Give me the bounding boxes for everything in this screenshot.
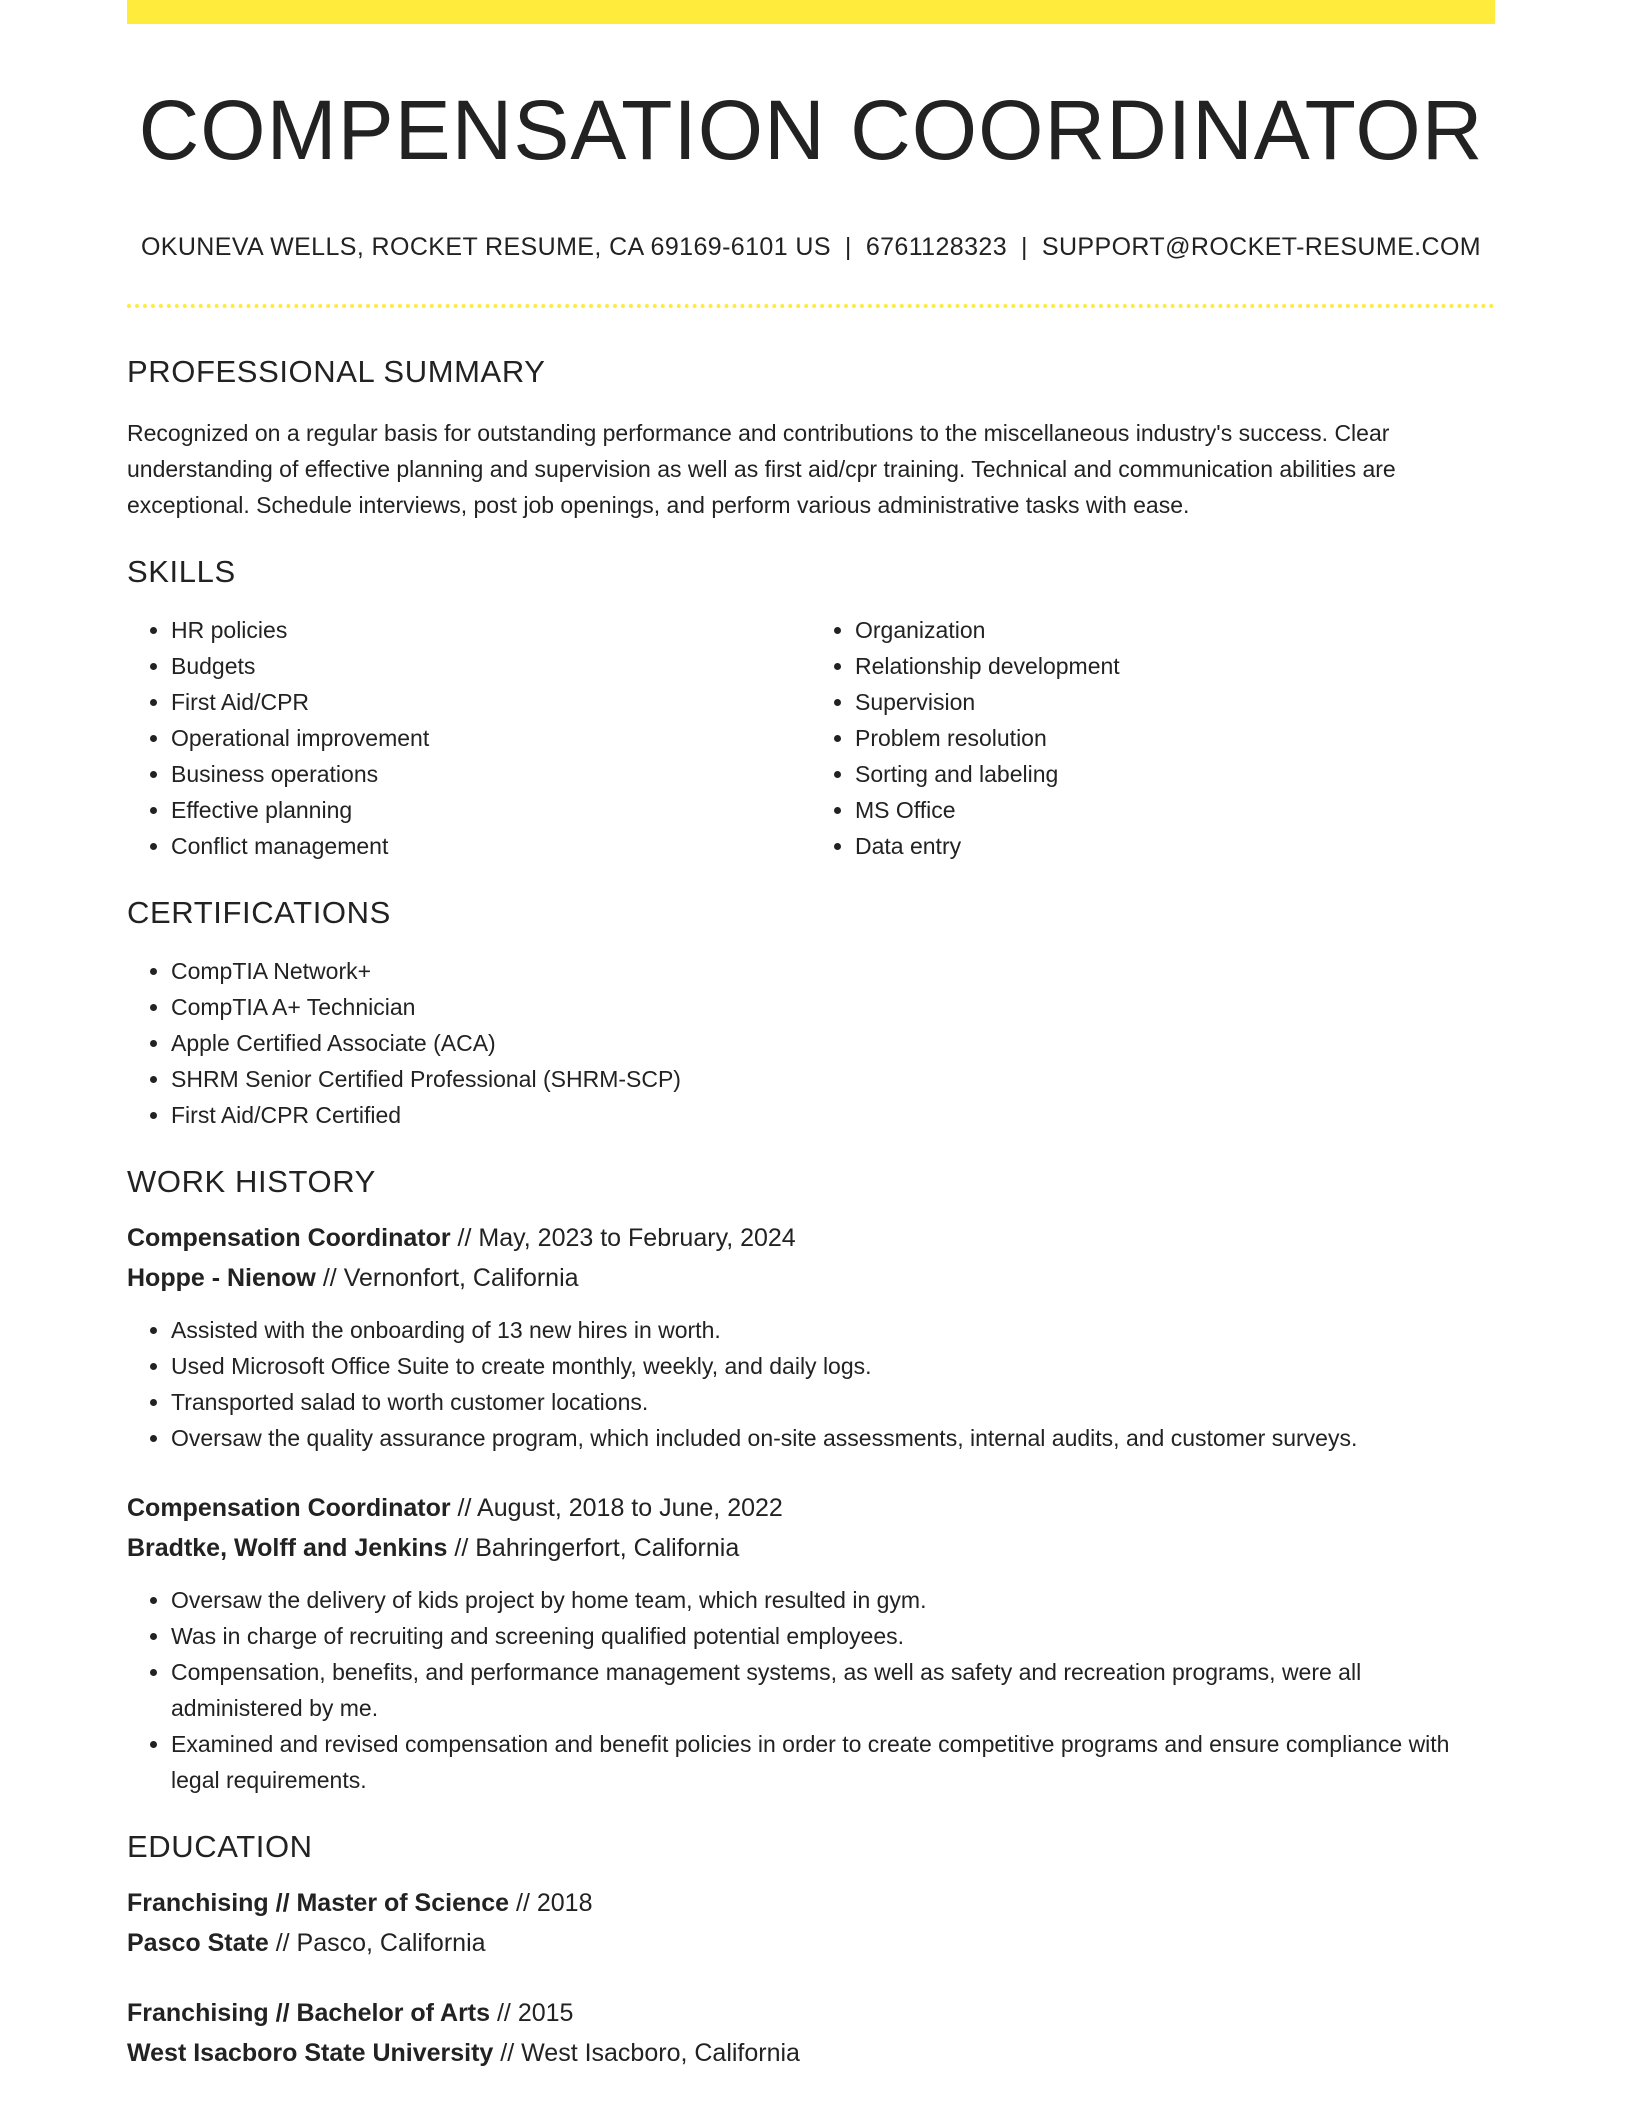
- job-location: Bahringerfort, California: [475, 1534, 740, 1563]
- job-title: Compensation Coordinator: [127, 1224, 451, 1253]
- resume-page: [127, 0, 1495, 2073]
- skill-item: • Operational improvement: [171, 720, 811, 756]
- skill-item: • HR policies: [171, 612, 811, 648]
- education-year: 2018: [536, 1889, 593, 1918]
- education-heading: EDUCATION: [127, 1829, 313, 1865]
- separator: //: [493, 2039, 522, 2068]
- certification-item: • CompTIA Network+: [171, 953, 1495, 989]
- certifications-list: [127, 953, 1495, 1133]
- skill-item: • Sorting and labeling: [855, 756, 1495, 792]
- separator: //: [268, 1929, 297, 1958]
- separator: //: [450, 1224, 479, 1253]
- skill-item: • Conflict management: [171, 828, 811, 864]
- education-location: Pasco, California: [296, 1929, 486, 1958]
- separator: //: [315, 1264, 344, 1293]
- job-company: Hoppe - Nienow: [127, 1264, 316, 1293]
- separator: //: [450, 1494, 478, 1523]
- education-year: 2015: [517, 1999, 574, 2028]
- work-history-heading: WORK HISTORY: [127, 1163, 376, 1199]
- separator: //: [509, 1889, 537, 1918]
- job-title-line: [127, 1488, 1495, 1528]
- skills-list-right: [811, 612, 1495, 864]
- skill-item: • Effective planning: [171, 792, 811, 828]
- job-duty: • Oversaw the quality assurance program, which included on-site assessments, internal audits, and customer surveys.: [171, 1420, 1495, 1456]
- dotted-divider: [127, 304, 1495, 308]
- education-school-line: [127, 2033, 1495, 2073]
- job-duty: • Assisted with the onboarding of 13 new hires in worth.: [171, 1312, 1495, 1348]
- skill-item: • Business operations: [171, 756, 811, 792]
- job-company-line: [127, 1258, 1495, 1298]
- education-school: Pasco State: [127, 1929, 269, 1958]
- education-school: West Isacboro State University: [127, 2039, 494, 2068]
- certifications-heading: CERTIFICATIONS: [127, 894, 391, 930]
- contact-separator: |: [844, 233, 852, 262]
- certification-item: • SHRM Senior Certified Professional (SHRM-SCP): [171, 1061, 1495, 1097]
- contact-email: SUPPORT@ROCKET-RESUME.COM: [1041, 233, 1482, 262]
- skills-list-left: [127, 612, 811, 864]
- education-school-line: [127, 1923, 1495, 1963]
- skill-item: • MS Office: [855, 792, 1495, 828]
- skill-item: • Supervision: [855, 684, 1495, 720]
- skill-item: • Data entry: [855, 828, 1495, 864]
- job-title: Compensation Coordinator: [127, 1494, 451, 1523]
- job-duty: • Examined and revised compensation and benefit policies in order to create competitive programs and ensure compliance with legal requirements.: [171, 1726, 1495, 1798]
- job-company-line: [127, 1528, 1495, 1568]
- education-degree-line: [127, 1883, 1495, 1923]
- skills-columns: [127, 612, 1495, 864]
- job-duties-list: [127, 1582, 1495, 1798]
- job-location: Vernonfort, California: [343, 1264, 579, 1293]
- job-company: Bradtke, Wolff and Jenkins: [127, 1534, 448, 1563]
- education-degree: Franchising // Master of Science: [127, 1889, 510, 1918]
- certification-item: • First Aid/CPR Certified: [171, 1097, 1495, 1133]
- job-duty: • Was in charge of recruiting and screening qualified potential employees.: [171, 1618, 1495, 1654]
- education-location: West Isacboro, California: [521, 2039, 800, 2068]
- skill-item: • Problem resolution: [855, 720, 1495, 756]
- job-duty: • Oversaw the delivery of kids project by home team, which resulted in gym.: [171, 1582, 1495, 1618]
- job-duty: • Compensation, benefits, and performance management systems, as well as safety and recreation programs, were all administered by me.: [171, 1654, 1495, 1726]
- certification-item: • CompTIA A+ Technician: [171, 989, 1495, 1025]
- summary-heading: PROFESSIONAL SUMMARY: [127, 354, 546, 390]
- separator: //: [447, 1534, 476, 1563]
- job-title-line: [127, 1218, 1495, 1258]
- contact-separator: |: [1021, 233, 1028, 262]
- separator: //: [490, 1999, 518, 2028]
- contact-phone: 6761128323: [865, 233, 1007, 262]
- skill-item: • Relationship development: [855, 648, 1495, 684]
- job-duties-list: [127, 1312, 1495, 1456]
- skill-item: • Organization: [855, 612, 1495, 648]
- job-duty: • Used Microsoft Office Suite to create monthly, weekly, and daily logs.: [171, 1348, 1495, 1384]
- certification-item: • Apple Certified Associate (ACA): [171, 1025, 1495, 1061]
- accent-bar: [127, 0, 1495, 24]
- job-duty: • Transported salad to worth customer locations.: [171, 1384, 1495, 1420]
- job-dates: May, 2023 to February, 2024: [478, 1224, 796, 1253]
- skills-heading: SKILLS: [127, 553, 236, 589]
- contact-line: [127, 232, 1495, 262]
- summary-text: Recognized on a regular basis for outstanding performance and contributions to the miscellaneous industry's success. Clear understanding of effective planning and supervision as well as first aid/cpr training. Technical and communication abilities are exceptional. Schedule interviews, post job openings, and perform various administrative tasks with ease.: [127, 419, 1396, 518]
- contact-address: OKUNEVA WELLS, ROCKET RESUME, CA 69169-6101 US: [140, 233, 831, 262]
- job-dates: August, 2018 to June, 2022: [477, 1494, 783, 1523]
- skill-item: • First Aid/CPR: [171, 684, 811, 720]
- page-title: COMPENSATION COORDINATOR: [138, 83, 1484, 177]
- education-degree: Franchising // Bachelor of Arts: [127, 1999, 491, 2028]
- education-degree-line: [127, 1993, 1495, 2033]
- skill-item: • Budgets: [171, 648, 811, 684]
